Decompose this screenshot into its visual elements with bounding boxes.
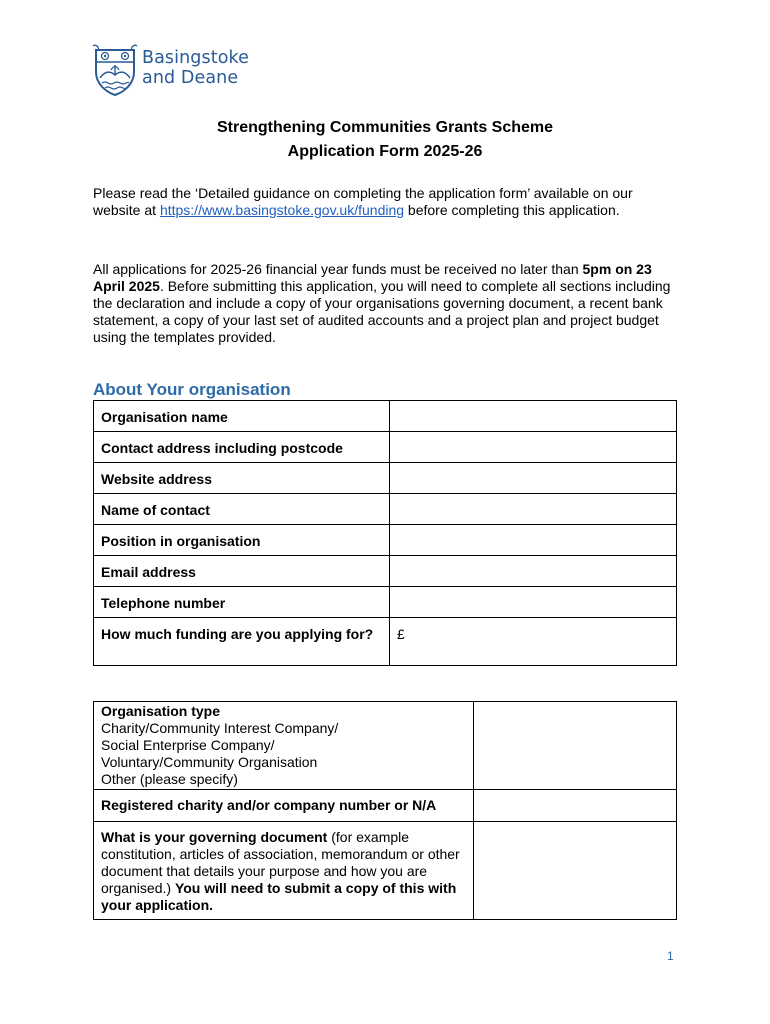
funding-amount-field[interactable]: £ bbox=[390, 618, 677, 666]
organisation-type-option: Other (please specify) bbox=[101, 771, 238, 787]
organisation-type-table bbox=[93, 701, 677, 920]
governing-document-question: What is your governing document bbox=[101, 829, 328, 845]
governing-document-examples: (for example constitution, articles of association, memorandum or other document that details your purpose and how you are organised.) bbox=[101, 829, 460, 896]
guidance-text-after: before completing this application. bbox=[404, 202, 620, 218]
organisation-name-field[interactable] bbox=[390, 401, 677, 432]
council-logo bbox=[92, 42, 262, 98]
telephone-field[interactable] bbox=[390, 587, 677, 618]
crest-icon bbox=[92, 42, 138, 96]
guidance-text-before: Please read the ‘Detailed guidance on completing the application form’ available on our website at bbox=[93, 185, 633, 218]
table-row bbox=[94, 432, 677, 463]
table-row bbox=[94, 556, 677, 587]
table-row bbox=[94, 525, 677, 556]
organisation-details-table bbox=[93, 400, 677, 666]
governing-document-field[interactable] bbox=[474, 822, 677, 920]
row-label-contact-address: Contact address including postcode bbox=[94, 432, 390, 463]
position-field[interactable] bbox=[390, 525, 677, 556]
row-label-email: Email address bbox=[94, 556, 390, 587]
section-heading-about-organisation: About Your organisation bbox=[93, 380, 291, 399]
row-label-position: Position in organisation bbox=[94, 525, 390, 556]
row-label-organisation-name: Organisation name bbox=[94, 401, 390, 432]
row-label-telephone: Telephone number bbox=[94, 587, 390, 618]
organisation-type-field[interactable] bbox=[474, 702, 677, 790]
logo-line-2: and Deane bbox=[142, 68, 239, 88]
deadline-date: 5pm on 23 April 2025 bbox=[93, 261, 652, 294]
organisation-type-heading: Organisation type bbox=[101, 703, 221, 719]
row-label-funding-amount: How much funding are you applying for? bbox=[94, 618, 390, 666]
organisation-type-option: Social Enterprise Company/ bbox=[101, 737, 275, 753]
intro-paragraph-deadline bbox=[93, 261, 683, 346]
funding-link[interactable]: https://www.basingstoke.gov.uk/funding bbox=[159, 202, 405, 218]
table-row bbox=[94, 494, 677, 525]
logo-wordmark bbox=[142, 48, 249, 88]
logo-line-1: Basingstoke bbox=[142, 48, 249, 68]
table-row bbox=[94, 702, 677, 790]
intro-paragraph-guidance bbox=[93, 185, 683, 219]
contact-address-field[interactable] bbox=[390, 432, 677, 463]
governing-document-instruction: You will need to submit a copy of this with your application. bbox=[101, 880, 457, 913]
governing-document-label bbox=[94, 822, 474, 920]
row-label-website-address: Website address bbox=[94, 463, 390, 494]
contact-name-field[interactable] bbox=[390, 494, 677, 525]
table-row bbox=[94, 822, 677, 920]
document-title bbox=[0, 116, 770, 164]
table-row bbox=[94, 587, 677, 618]
title-line-1: Strengthening Communities Grants Scheme bbox=[216, 119, 554, 136]
registered-number-label: Registered charity and/or company number or N/A bbox=[94, 790, 474, 822]
website-address-field[interactable] bbox=[390, 463, 677, 494]
organisation-type-label bbox=[94, 702, 474, 790]
organisation-type-option: Charity/Community Interest Company/ bbox=[101, 720, 339, 736]
deadline-text-before: All applications for 2025-26 financial year funds must be received no later than bbox=[93, 261, 583, 277]
table-row bbox=[94, 463, 677, 494]
registered-number-field[interactable] bbox=[474, 790, 677, 822]
table-row bbox=[94, 618, 677, 666]
organisation-type-option: Voluntary/Community Organisation bbox=[101, 754, 318, 770]
row-label-contact-name: Name of contact bbox=[94, 494, 390, 525]
email-field[interactable] bbox=[390, 556, 677, 587]
title-line-2: Application Form 2025-26 bbox=[287, 143, 483, 160]
table-row bbox=[94, 401, 677, 432]
table-row bbox=[94, 790, 677, 822]
page-number: 1 bbox=[667, 949, 674, 963]
deadline-text-after: . Before submitting this application, you will need to complete all sections including the declaration and include a copy of your organisations governing document, a recent bank statement, a copy of your last set of audited accounts and a project plan and project budget using the templates provided. bbox=[93, 278, 671, 345]
